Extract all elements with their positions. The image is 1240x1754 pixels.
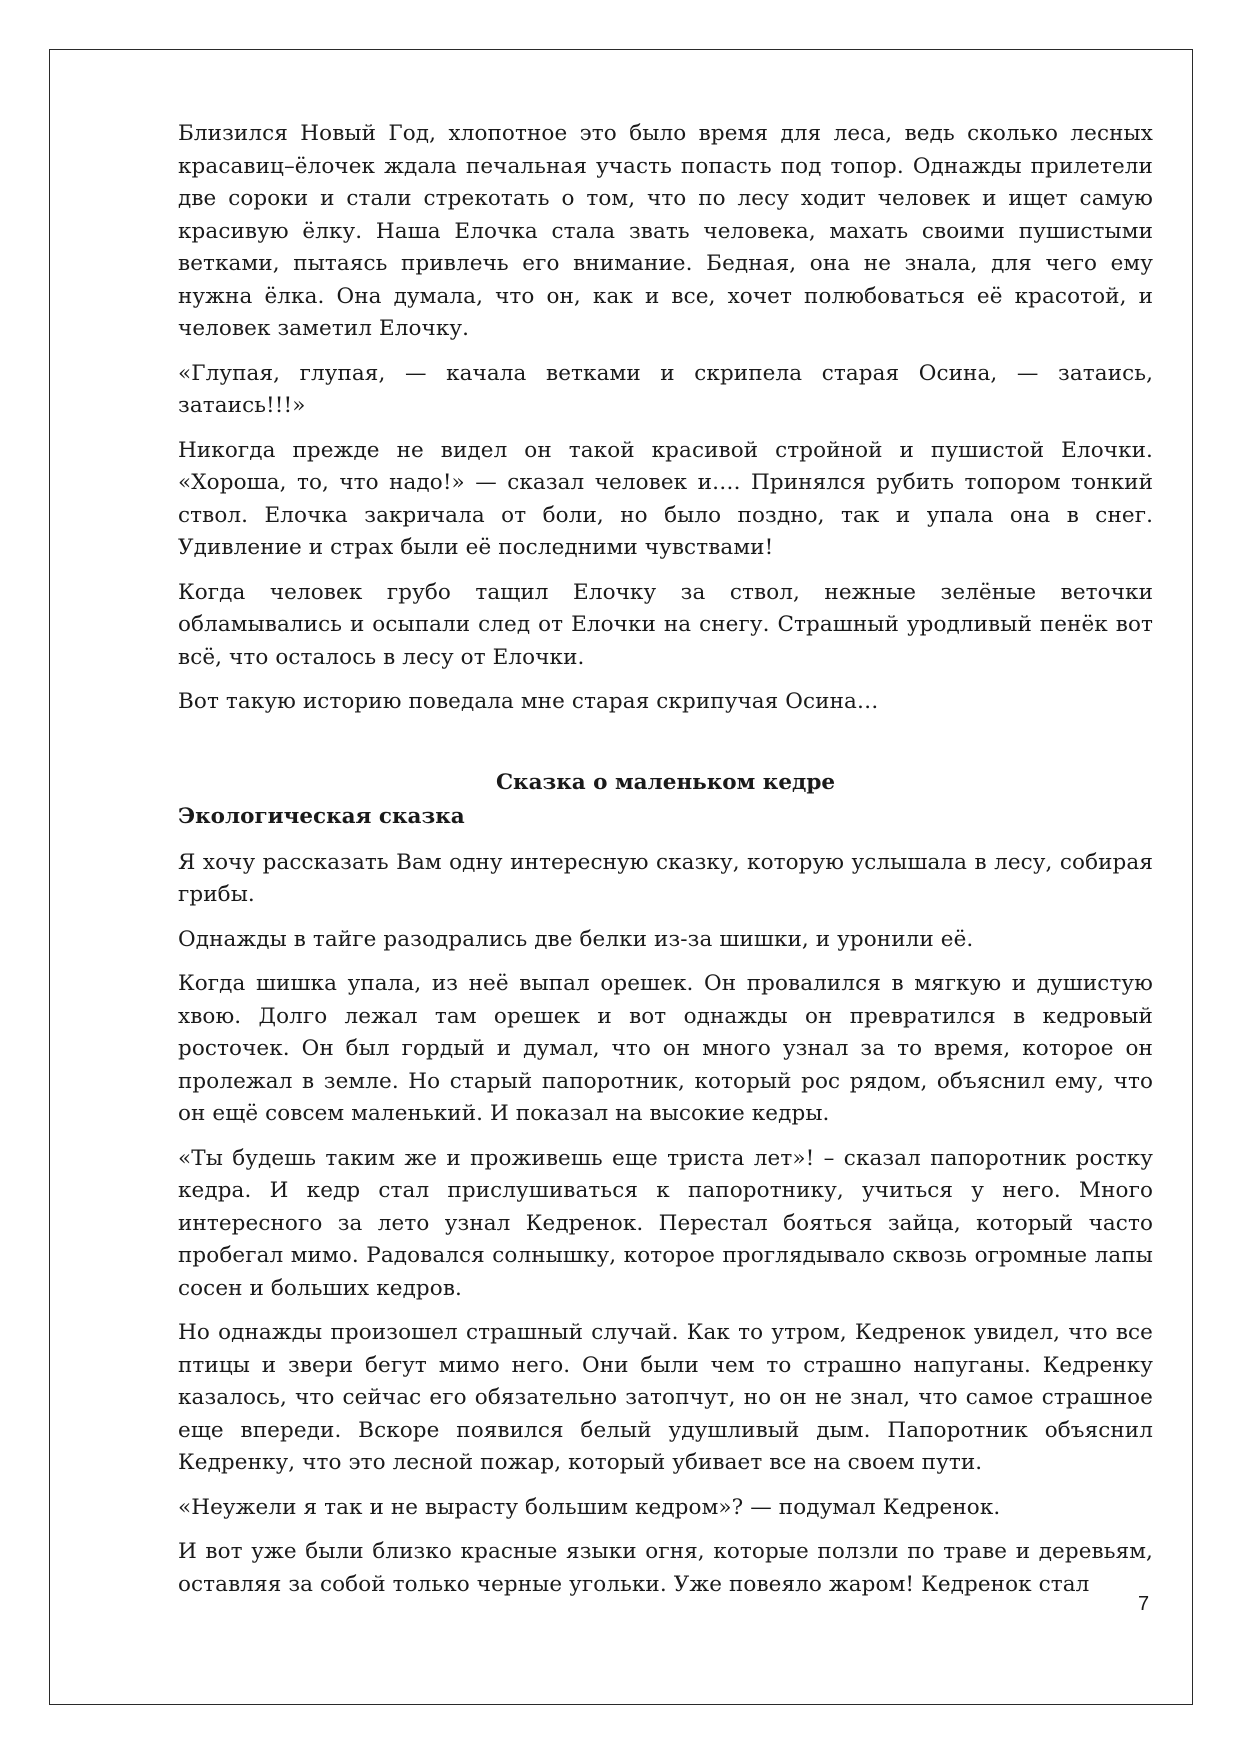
story2-paragraph-5: Но однажды произошел страшный случай. Как то утром, Кедренок увидел, что все птицы и звери бегут мимо него. Они были чем то страшно напуганы. Кедренку казалось, что сейчас его обязательно затопчут, но он не знал, что самое страшное еще впереди. Вскоре появился белый удушливый дым. Папоротник объяснил Кедренку, что это лесной пожар, который убивает все на своем пути. [178,1320,1153,1475]
story1-paragraph-1: Близился Новый Год, хлопотное это было время для леса, ведь сколько лесных красавиц–ёлочек ждала печальная участь попасть под топор. Однажды прилетели две сороки и стали стрекотать о том, что по лесу ходит человек и ищет самую красивую ёлку. Наша Елочка стала звать человека, махать своими пушистыми ветками, пытаясь привлечь его внимание. Бедная, она не знала, для чего ему нужна ёлка. Она думала, что он, как и все, хочет полюбоваться её красотой, и человек заметил Елочку. [178,121,1153,341]
story1-paragraph-5: Вот такую историю поведала мне старая скрипучая Осина… [178,689,879,714]
story2-paragraph-7: И вот уже были близко красные языки огня, которые ползли по траве и деревьям, оставляя за собой только черные угольки. Уже повеяло жаром! Кедренок стал [178,1539,1153,1597]
story2-paragraph-1: Я хочу рассказать Вам одну интересную сказку, которую услышала в лесу, собирая грибы. [178,849,1153,907]
story1-paragraph-2: «Глупая, глупая, — качала ветками и скрипела старая Осина, — затаись, затаись!!!» [178,360,1153,418]
story2-paragraph-2: Однажды в тайге разодрались две белки из-за шишки, и уронили её. [178,926,974,952]
page-number: 7 [1138,1593,1150,1615]
story2-paragraph-4: «Ты будешь таким же и проживешь еще триста лет»! – сказал папоротник ростку кедра. И кедр стал прислушиваться к папоротнику, учиться у него. Много интересного за лето узнал Кедренок. Перестал бояться зайца, который часто пробегал мимо. Радовался солнышку, которое проглядывало сквозь огромные лапы сосен и больших кедров. [178,1145,1153,1301]
page-content [178,118,1153,1613]
story1-paragraph-4: Когда человек грубо тащил Елочку за ствол, нежные зелёные веточки обламывались и осыпали след от Елочки на снегу. Страшный уродливый пенёк вот всё, что осталось в лесу от Елочки. [178,579,1153,670]
story-title: Сказка о маленьком кедре [495,769,836,795]
story2-paragraph-3: Когда шишка упала, из неё выпал орешек. Он провалился в мягкую и душистую хвою. Долго лежал там орешек и вот однажды он превратился в кедровый росточек. Он был гордый и думал, что он много узнал за то время, которое он пролежал в земле. Но старый папоротник, который рос рядом, объяснил ему, что он ещё совсем маленький. И показал на высокие кедры. [178,971,1153,1126]
story2-paragraph-6: «Неужели я так и не вырасту большим кедром»? — подумал Кедренок. [178,1494,1001,1520]
story-subtitle: Экологическая сказка [178,803,465,829]
story1-paragraph-3: Никогда прежде не видел он такой красивой стройной и пушистой Елочки. «Хороша, то, что надо!» — сказал человек и…. Принялся рубить топором тонкий ствол. Елочка закричала от боли, но было поздно, так и упала она в снег. Удивление и страх были её последними чувствами! [178,437,1153,560]
